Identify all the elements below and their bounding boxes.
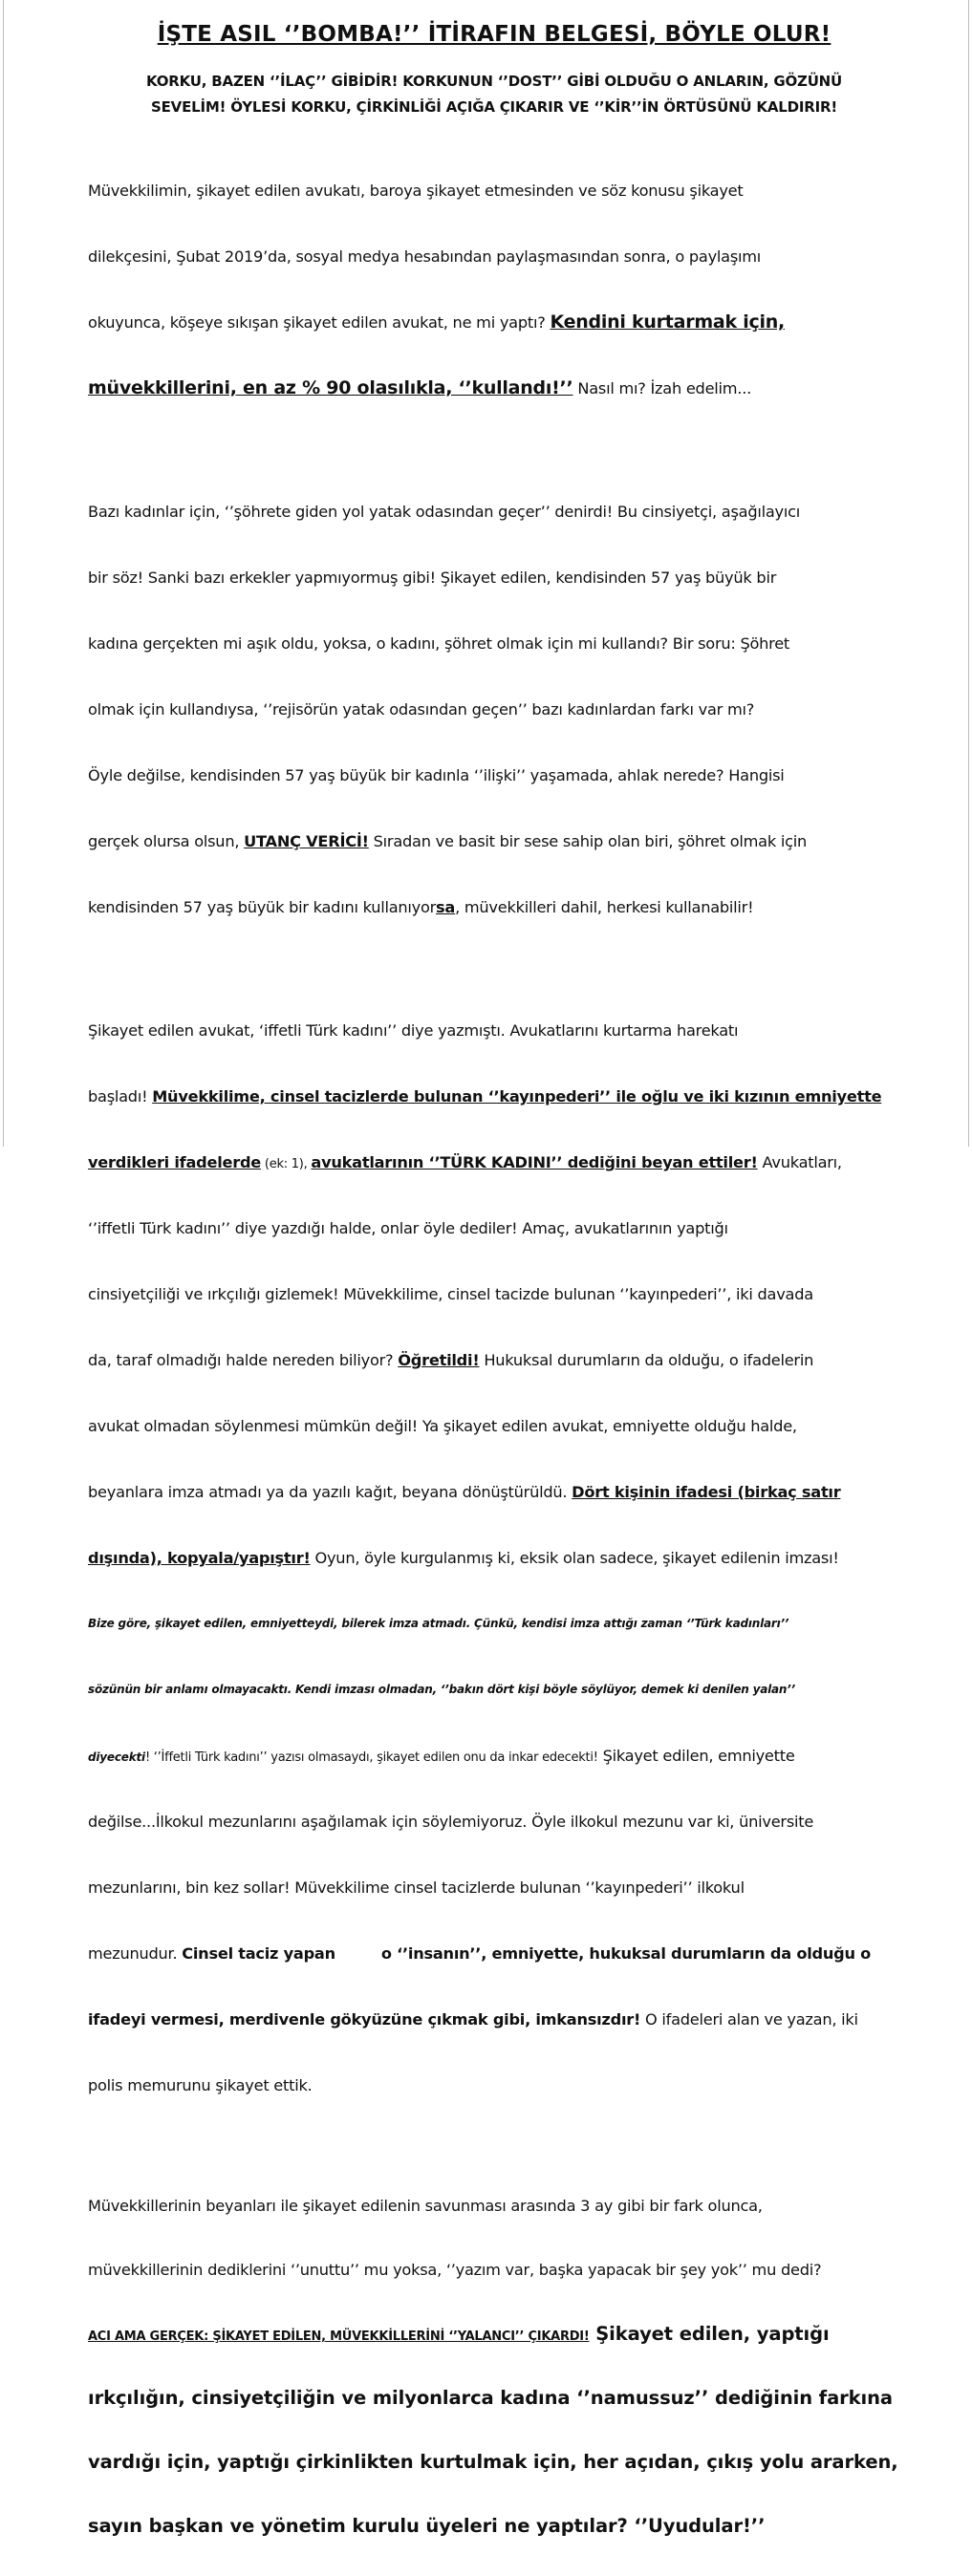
paragraph-3-line-9-text: Oyun, öyle kurgulanmış ki, eksik olan sadece, şikayet edilenin imzası! [310, 1549, 839, 1567]
paragraph-2-line-7-text-a: kendisinden 57 yaş büyük bir kadını kullanıyor [88, 898, 437, 916]
paragraph-3-line-14: mezunlarını, bin kez sollar! Müvekkilime cinsel tacizlerde bulunan ‘’kayınpederi’’ ilkokul [88, 1878, 745, 1897]
emphasis-insanin: o ‘’insanın’’, emniyette, hukuksal durumların da olduğu o [380, 1944, 871, 1963]
paragraph-3-line-9 [88, 1543, 900, 1573]
paragraph-3-line-12-small: ! ‘’İffetli Türk kadını’’ yazısı olmasaydı, şikayet edilen onu da inkar edecekti! [144, 1750, 598, 1765]
paragraph-1-line-2: dilekçesini, Şubat 2019’da, sosyal medya hesabından paylaşmasından sonra, o paylaşımı [88, 247, 762, 266]
emphasis-sikayet-edilen-yaptigi: Şikayet edilen, yaptığı [589, 2323, 830, 2345]
paragraph-3-line-2-text: başladı! [88, 1087, 153, 1106]
emphasis-dort-kisinin-ifadesi: Dört kişinin ifadesi (birkaç satır [572, 1483, 841, 1501]
paragraph-2-line-3: kadına gerçekten mi aşık oldu, yoksa, o kadını, şöhret olmak için mi kullandı? Bir soru: Şöhret [88, 634, 790, 653]
paragraph-3-line-11: sözünün bir anlamı olmayacaktı. Kendi imzası olmadan, ‘’bakın dört kişi böyle söylüyor, demek ki denilen yalan’’ [88, 1683, 795, 1696]
paragraph-3-line-1: Şikayet edilen avukat, ‘iffetli Türk kadını’’ diye yazmıştı. Avukatlarını kurtarma harekatı [88, 1021, 739, 1040]
paragraph-2-line-6 [88, 826, 900, 856]
paragraph-1-line-4 [88, 374, 900, 403]
paragraph-4-line-5: vardığı için, yaptığı çirkinlikten kurtulmak için, her açıdan, çıkış yolu ararken, [88, 2451, 898, 2473]
paragraph-1 [88, 140, 900, 440]
paragraph-3-line-7: avukat olmadan söylenmesi mümkün değil! Ya şikayet edilen avukat, emniyette olduğu halde, [88, 1417, 797, 1435]
paragraph-2-line-6-text-b: Sıradan ve basit bir sese sahip olan biri, şöhret olmak için [368, 832, 807, 850]
paragraph-3-line-12 [88, 1741, 900, 1771]
paragraph-3-line-12-text: Şikayet edilen, emniyette [597, 1747, 795, 1765]
document-subtitle [88, 69, 900, 120]
paragraph-4-line-6: sayın başkan ve yönetim kurulu üyeleri ne yaptılar? ‘’Uyudular!’’ [88, 2515, 766, 2537]
page-border-left [3, 0, 4, 1147]
emphasis-imkansizdir: ifadeyi vermesi, merdivenle gökyüzüne çıkmak gibi, imkansızdır! [88, 2010, 641, 2029]
paragraph-4-line-2: müvekkillerinin dediklerini ‘’unuttu’’ mu yoksa, ‘’yazım var, başka yapacak bir şey yok’’ mu dedi? [88, 2261, 822, 2279]
emphasis-kendini-kurtarmak: Kendini kurtarmak için, [550, 311, 785, 333]
annex-reference: (ek: 1), [261, 1157, 312, 1171]
paragraph-3-line-5: cinsiyetçiliği ve ırkçılığı gizlemek! Müvekkilime, cinsel tacizde bulunan ‘’kayınpederi’’, iki davada [88, 1285, 813, 1303]
emphasis-verdikleri-ifadelerde: verdikleri ifadelerde [88, 1153, 262, 1171]
paragraph-3-line-8 [88, 1477, 900, 1507]
subtitle-line-2: SEVELİM! ÖYLESİ KORKU, ÇİRKİNLİĞİ AÇIĞA ÇIKARIR VE ‘’KİR’’İN ÖRTÜSÜNÜ KALDIRIR! [151, 98, 837, 116]
document-page [88, 0, 900, 2576]
subtitle-line-1: KORKU, BAZEN ‘’İLAÇ’’ GİBİDİR! KORKUNUN ‘’DOST’’ GİBİ OLDUĞU O ANLARIN, GÖZÜNÜ [145, 73, 843, 90]
paragraph-4 [88, 2156, 900, 2576]
paragraph-1-line-1: Müvekkilimin, şikayet edilen avukatı, baroya şikayet etmesinden ve söz konusu şikayet [88, 182, 744, 200]
paragraph-2-line-1: Bazı kadınlar için, ‘’şöhrete giden yol yatak odasından geçer’’ denirdi! Bu cinsiyetçi, aşağılayıcı [88, 503, 800, 521]
paragraph-1-line-3 [88, 308, 900, 337]
emphasis-aci-ama-gercek: ACI AMA GERÇEK: ŞİKAYET EDİLEN, MÜVEKKİLLERİNİ ‘’YALANCI’’ ÇIKARDI! [88, 2329, 590, 2344]
emphasis-kopyala-yapistir: dışında), kopyala/yapıştır! [88, 1549, 311, 1567]
paragraph-2-line-4: olmak için kullandıysa, ‘’rejisörün yatak odasından geçen’’ bazı kadınlardan farkı var mı? [88, 700, 755, 719]
emphasis-kullandi: müvekkillerini, en az % 90 olasılıkla, ‘’kullandı!’’ [88, 377, 573, 398]
paragraph-4-line-3 [88, 2320, 900, 2348]
paragraph-3-line-16 [88, 2005, 900, 2034]
paragraph-2-line-7 [88, 892, 900, 922]
paragraph-3-line-4: ‘’iffetli Türk kadını’’ diye yazdığı halde, onlar öyle dediler! Amaç, avukatlarının yaptığı [88, 1219, 728, 1237]
paragraph-3-line-6-text-a: da, taraf olmadığı halde nereden biliyor? [88, 1351, 399, 1369]
emphasis-sa: sa [436, 898, 456, 916]
paragraph-1-line-4-text: Nasıl mı? İzah edelim... [572, 379, 751, 397]
emphasis-kayinpederi-ifade: Müvekkilime, cinsel tacizlerde bulunan ‘’kayınpederi’’ ile oğlu ve iki kızının emniyette [152, 1087, 882, 1106]
page-border-right [968, 0, 969, 1147]
paragraph-3-line-3 [88, 1148, 900, 1177]
paragraph-3-line-8-text: beyanlara imza atmadı ya da yazılı kağıt, beyana dönüştürüldü. [88, 1483, 572, 1501]
paragraph-2-line-6-text-a: gerçek olursa olsun, [88, 832, 245, 850]
paragraph-2 [88, 461, 900, 958]
paragraph-3-line-2 [88, 1082, 900, 1111]
paragraph-2-line-2: bir söz! Sanki bazı erkekler yapmıyormuş gibi! Şikayet edilen, kendisinden 57 yaş büyük bir [88, 569, 777, 587]
paragraph-4-line-1: Müvekkillerinin beyanları ile şikayet edilenin savunması arasında 3 ay gibi bir fark olunca, [88, 2197, 763, 2215]
paragraph-4-line-4: ırkçılığın, cinsiyetçiliğin ve milyonlarca kadına ‘’namussuz’’ dediğinin farkına [88, 2387, 893, 2409]
document-title: İŞTE ASIL ‘’BOMBA!’’ İTİRAFIN BELGESİ, BÖYLE OLUR! [157, 22, 832, 47]
paragraph-1-line-3-text: okuyunca, köşeye sıkışan şikayet edilen avukat, ne mi yaptı? [88, 313, 551, 332]
paragraph-3-line-6-text-b: Hukuksal durumların da olduğu, o ifadelerin [479, 1351, 814, 1369]
paragraph-3-line-15-text: mezunudur. [88, 1944, 183, 1963]
paragraph-3-line-10: Bize göre, şikayet edilen, emniyetteydi, bilerek imza atmadı. Çünkü, kendisi imza attığı zaman ‘’Türk kadınları’’ [88, 1617, 789, 1630]
paragraph-3-line-13: değilse...İlkokul mezunlarını aşağılamak için söylemiyoruz. Öyle ilkokul mezunu var ki, üniversite [88, 1813, 814, 1831]
paragraph-2-line-5: Öyle değilse, kendisinden 57 yaş büyük bir kadınla ‘’ilişki’’ yaşamada, ahlak nerede? Hangisi [88, 766, 785, 784]
emphasis-cinsel-taciz-yapan: Cinsel taciz yapan [182, 1944, 335, 1963]
paragraph-2-line-7-text-b: , müvekkilleri dahil, herkesi kullanabilir! [455, 898, 754, 916]
paragraph-3-line-16-text: O ifadeleri alan ve yazan, iki [640, 2010, 858, 2029]
paragraph-3-line-17: polis memurunu şikayet ettik. [88, 2076, 313, 2094]
emphasis-turk-kadini: avukatlarının ‘’TÜRK KADINI’’ dediğini beyan ettiler! [311, 1153, 758, 1171]
paragraph-3-line-3-text: Avukatları, [757, 1153, 842, 1171]
paragraph-3-line-15 [88, 1939, 900, 1968]
emphasis-ogretildi: Öğretildi! [398, 1351, 480, 1369]
emphasis-diyecekti: diyecekti [88, 1750, 145, 1764]
paragraph-3-line-6 [88, 1345, 900, 1375]
emphasis-utanc-verici: UTANÇ VERİCİ! [244, 832, 369, 850]
paragraph-3 [88, 979, 900, 2136]
